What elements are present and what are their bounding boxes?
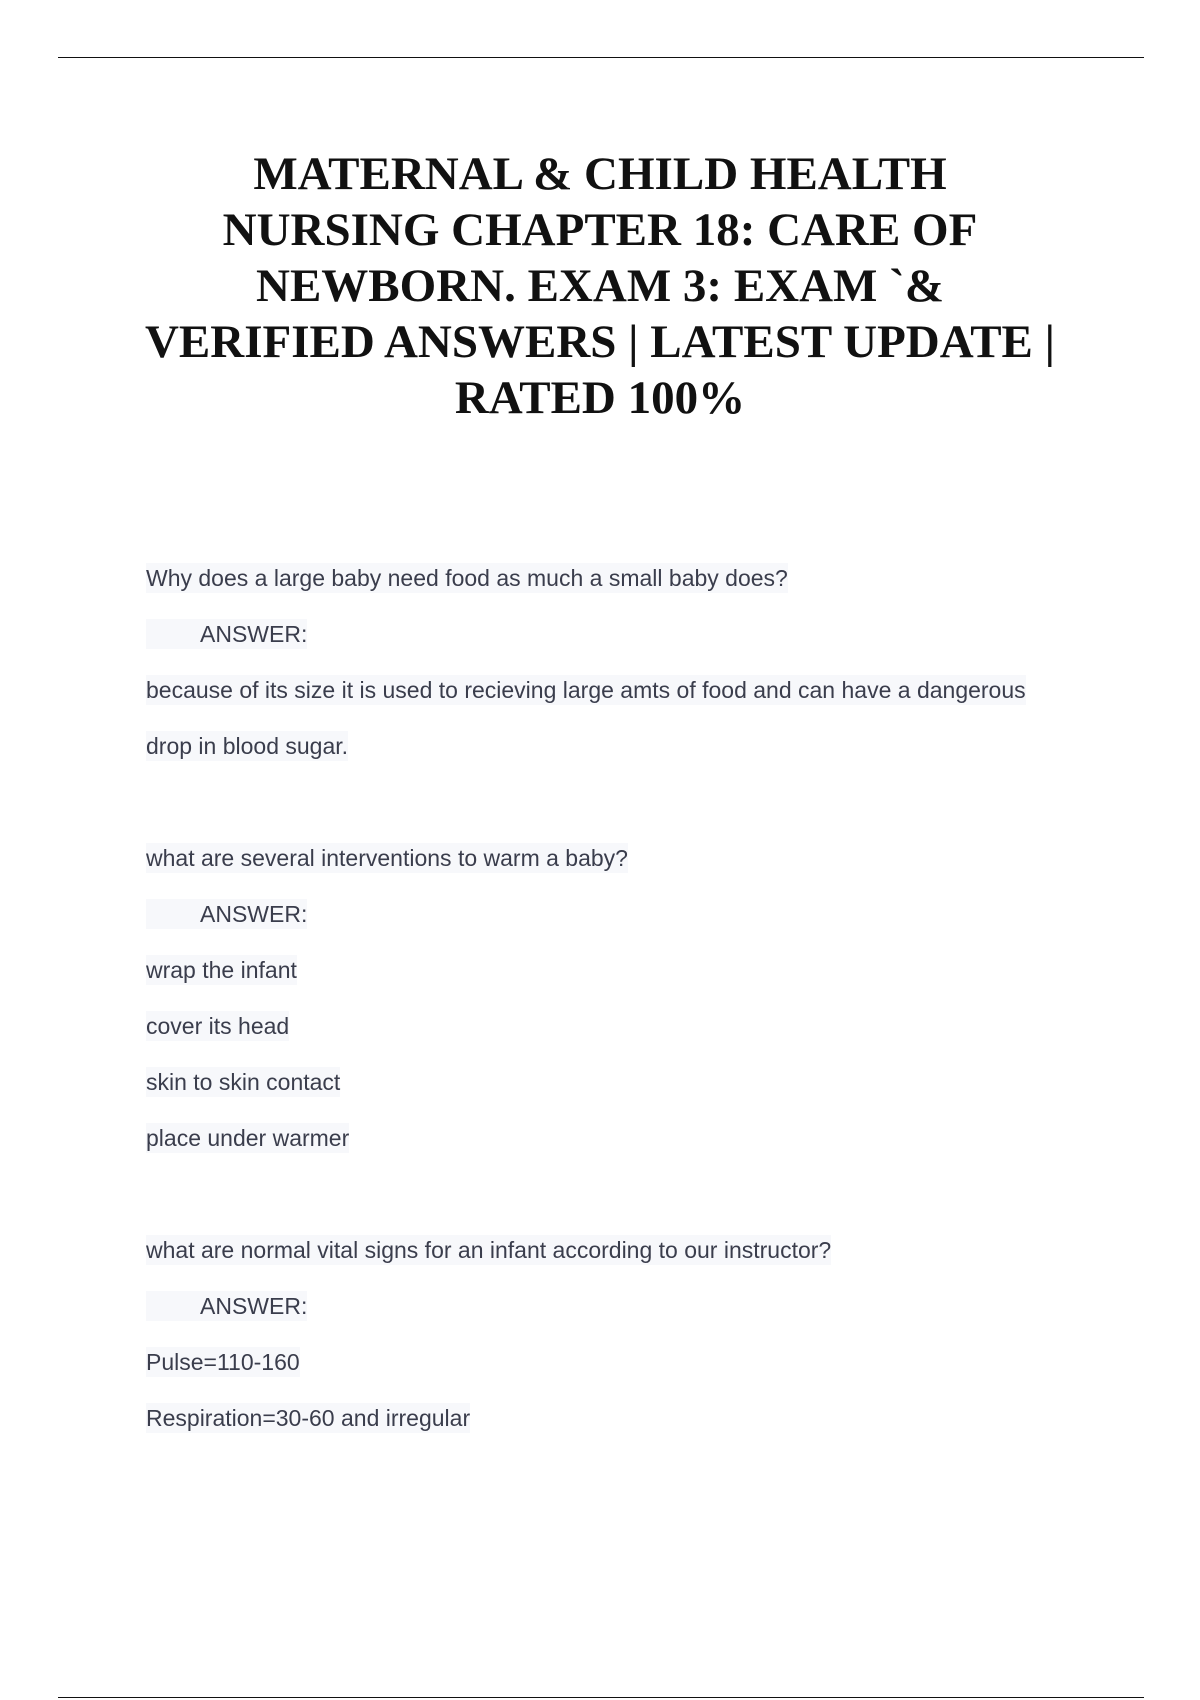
answer-line: wrap the infant	[146, 957, 297, 983]
title-line: MATERNAL & CHILD HEALTH	[253, 148, 947, 200]
qa-item	[146, 556, 1096, 780]
answer-line: cover its head	[146, 1013, 290, 1039]
bottom-rule	[58, 1697, 1144, 1698]
answer-line: Respiration=30-60 and irregular	[146, 1405, 471, 1431]
answer-line: skin to skin contact	[146, 1069, 341, 1095]
title-line: VERIFIED ANSWERS | LATEST UPDATE |	[144, 316, 1055, 368]
answer-label: ANSWER:	[146, 892, 1096, 948]
title-line: NEWBORN. EXAM 3: EXAM `&	[256, 260, 944, 312]
answer-line: Pulse=110-160	[146, 1349, 300, 1375]
question: what are normal vital signs for an infant according to our instructor?	[146, 1237, 832, 1263]
document-title	[110, 146, 1090, 426]
answer-line: place under warmer	[146, 1125, 350, 1151]
qa-list	[146, 556, 1096, 1508]
question: what are several interventions to warm a baby?	[146, 845, 628, 871]
qa-item	[146, 836, 1096, 1172]
answer-line: because of its size it is used to recieving large amts of food and can have a dangerous	[146, 677, 1026, 703]
title-line: RATED 100%	[454, 372, 746, 424]
answer-line: drop in blood sugar.	[146, 733, 349, 759]
top-rule	[58, 57, 1144, 58]
question: Why does a large baby need food as much a small baby does?	[146, 565, 788, 591]
qa-item	[146, 1228, 1096, 1452]
answer-label: ANSWER:	[146, 1284, 1096, 1340]
answer-label: ANSWER:	[146, 612, 1096, 668]
title-line: NURSING CHAPTER 18: CARE OF	[222, 204, 978, 256]
